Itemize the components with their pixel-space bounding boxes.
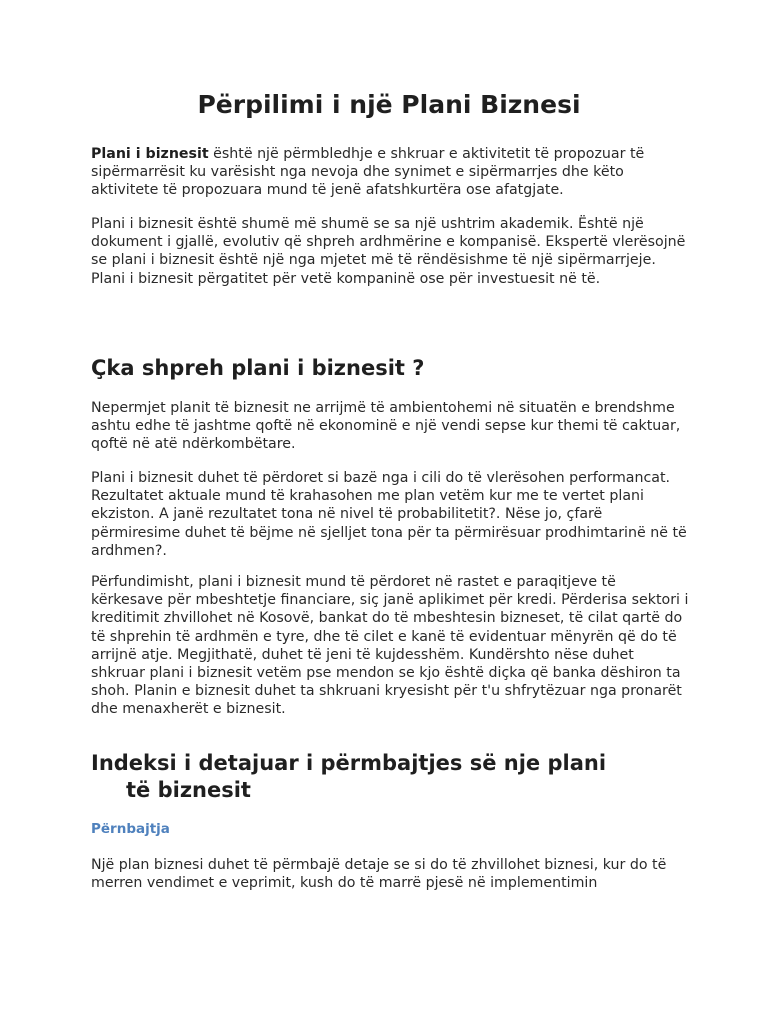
paragraph-plan-biznesi: Një plan biznesi duhet të përmbajë detaje se si do të zhvillohet biznesi, kur do të merren vendimet e veprimit, kush do të marrë pjesë në implementimin <box>91 857 667 892</box>
paragraph-perfundimisht: Përfundimisht, plani i biznesit mund të përdoret në rastet e paraqitjeve të kërkesave për mbeshtetje financiare, siç janë aplikimet për kredi. Përderisa sektori i kreditimit zhvillohet në Kosovë, bankat do të mbeshtesin bizneset, të cilat qartë do të shprehin të ardhmën e tyre, dhe të cilet e kanë të evidentuar mënyrën që do të arrijnë atje. Megjithatë, duhet të jeni të kujdesshëm. Kundërshto nëse duhet shkruar plani i biznesit vetëm pse mendon se kjo është diçka që banka dëshiron ta shoh. Planin e biznesit duhet ta shkruani kryesisht për t'u shfrytëzuar nga pronarët dhe menaxherët e biznesit. <box>91 574 689 718</box>
intro-paragraph <box>91 145 691 200</box>
section-heading-cka-shpreh: Çka shpreh plani i biznesit ? <box>91 356 425 380</box>
section-heading-indeksi-line2: të biznesit <box>126 778 251 802</box>
section-heading-indeksi-line1: Indeksi i detajuar i përmbajtjes së nje plani <box>91 751 607 775</box>
intro-bold-term: Plani i biznesit <box>91 146 209 162</box>
paragraph-academic: Plani i biznesit është shumë më shumë se sa një ushtrim akademik. Është një dokument i gjallë, evolutiv që shpreh ardhmërine e kompanisë. Ekspertë vlerësojnë se plani i biznesit është një nga mjetet më të rëndësishme të një sipërmarrjeje. Plani i biznesit përgatitet për vetë kompaninë ose për investuesit në të. <box>91 216 686 287</box>
document-title: Përpilimi i një Plani Biznesi <box>197 90 581 119</box>
paragraph-performancat: Plani i biznesit duhet të përdoret si bazë nga i cili do të vlerësohen performancat. Rezultatet aktuale mund të krahasohen me plan vetëm kur me te vertet plani ekziston. A janë rezultatet tona në nivel të probabilitetit?. Nëse jo, çfarë përmiresime duhet të bëjme në sjelljet tona për ta përmirësuar prodhimtarinë në të ardhmen?. <box>91 470 687 559</box>
intro-text: është një përmbledhje e shkruar e aktivitetit të propozuar të sipërmarrësit ku varësisht nga nevoja dhe synimet e sipërmarrjes dhe këto aktivitete të propozuara mund të jenë afatshkurtëra ose afatgjate. <box>91 146 645 199</box>
section-heading-indeksi <box>91 750 651 804</box>
paragraph-ambientohemi: Nepermjet planit të biznesit ne arrijmë të ambientohemi në situatën e brendshme ashtu edhe të jashtme qoftë në ekonominë e një vendi sepse kur themi të caktuar, qoftë në atë ndërkombëtare. <box>91 400 681 453</box>
subheading-permbajtja: Përnbajtja <box>91 821 170 837</box>
